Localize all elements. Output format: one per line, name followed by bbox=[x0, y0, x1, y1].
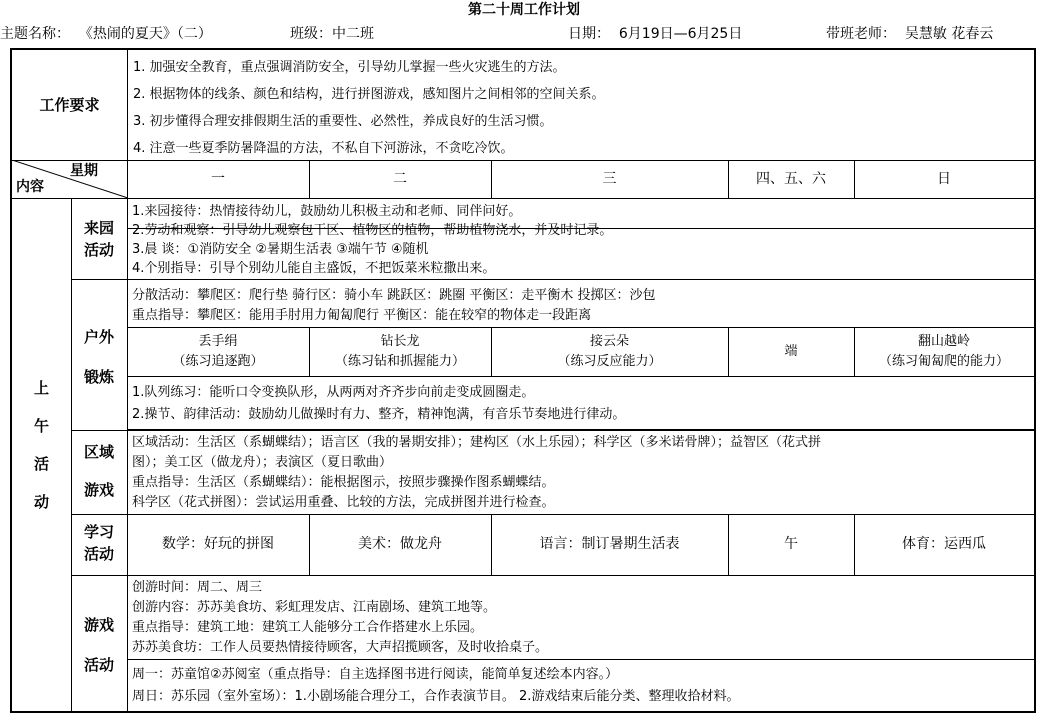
arrival-line: 4.个别指导：引导个别幼儿能自主盛饭，不把饭菜米粒撒出来。 bbox=[132, 261, 496, 276]
date-range: 日期： 6月19日—6月25日 bbox=[568, 26, 743, 42]
arrival-label-1: 来园 bbox=[83, 219, 114, 237]
outdoor-game-title: 翻山越岭 bbox=[917, 334, 970, 349]
requirement-item: 2. 根据物体的线条、颜色和结构，进行拼图游戏，感知图片之间相邻的空间关系。 bbox=[133, 87, 605, 102]
outdoor-game-title: 钻长龙 bbox=[380, 334, 420, 349]
morning-label-4: 动 bbox=[33, 493, 49, 511]
game-line: 周一：苏童馆②苏阅室（重点指导：自主选择图书进行阅读，能简单复述绘本内容。） bbox=[132, 667, 619, 682]
game-line: 重点指导：建筑工地：建筑工人能够分工合作搭建水上乐园。 bbox=[132, 620, 484, 635]
outdoor-game-note: （练习追逐跑） bbox=[172, 354, 264, 369]
arrival-label-2: 活动 bbox=[83, 241, 114, 259]
area-line: 科学区（花式拼图）：尝试运用重叠、比较的方法，完成拼图并进行检查。 bbox=[132, 495, 555, 510]
requirement-item: 3. 初步懂得合理安排假期生活的重要性、必然性，养成良好的生活习惯。 bbox=[133, 114, 553, 129]
study-cell: 午 bbox=[784, 536, 798, 552]
morning-label-1: 上 bbox=[33, 379, 49, 397]
day-col-5: 日 bbox=[937, 171, 951, 187]
game-line: 苏苏美食坊：工作人员要热情接待顾客，大声招揽顾客，及时收拾桌子。 bbox=[132, 640, 549, 655]
area-label-1: 区域 bbox=[83, 443, 114, 461]
day-col-4: 四、五、六 bbox=[756, 171, 826, 187]
morning-label-3: 活 bbox=[33, 455, 49, 473]
arrival-line: 2.劳动和观察：引导幼儿观察包干区、植物区的植物，帮助植物浇水，并及时记录。 bbox=[132, 223, 613, 238]
study-cell: 语言：制订暑期生活表 bbox=[539, 536, 680, 552]
outdoor-label-1: 户外 bbox=[83, 328, 114, 346]
game-label-1: 游戏 bbox=[83, 616, 114, 634]
day-col-2: 二 bbox=[393, 171, 407, 187]
study-label-1: 学习 bbox=[83, 523, 114, 541]
teachers: 带班老师： 吴慧敏 花春云 bbox=[826, 26, 994, 42]
area-line: 重点指导：生活区（系蝴蝶结）：能根据图示，按照步骤操作图系蝴蝶结。 bbox=[132, 475, 555, 490]
content-header: 内容 bbox=[16, 179, 44, 195]
outdoor-game-note: （练习匍匐爬的能力） bbox=[878, 354, 1009, 369]
outdoor-game-title: 丢手绢 bbox=[198, 334, 238, 349]
requirement-item: 1. 加强安全教育，重点强调消防安全，引导幼儿掌握一些火灾逃生的方法。 bbox=[133, 60, 566, 75]
day-col-1: 一 bbox=[211, 171, 225, 187]
day-col-3: 三 bbox=[602, 171, 617, 187]
arrival-line: 1.来园接待：热情接待幼儿，鼓励幼儿积极主动和老师、同伴问好。 bbox=[132, 204, 522, 219]
study-cell: 美术：做龙舟 bbox=[358, 536, 442, 552]
study-cell: 体育：运西瓜 bbox=[902, 536, 986, 552]
class-name: 班级：中二班 bbox=[290, 26, 374, 42]
area-line: 图）；美工区（做龙舟）；表演区（夏日歌曲） bbox=[132, 455, 393, 470]
game-line: 创游内容：苏苏美食坊、彩虹理发店、江南剧场、建筑工地等。 bbox=[132, 600, 497, 615]
outdoor-game-title: 端 bbox=[784, 344, 798, 359]
game-label-2: 活动 bbox=[83, 656, 114, 674]
outdoor-line: 2.操节、韵律活动：鼓励幼儿做操时有力、整齐，精神饱满，有音乐节奏地进行律动。 bbox=[132, 407, 626, 422]
area-label-2: 游戏 bbox=[83, 481, 114, 499]
requirement-item: 4. 注意一些夏季防暑降温的方法，不私自下河游泳，不贪吃冷饮。 bbox=[133, 141, 514, 156]
plan-table bbox=[10, 48, 1036, 713]
area-line: 区域活动：生活区（系蝴蝶结）；语言区（我的暑期安排）；建构区（水上乐园）；科学区（多米诺骨牌）；益智区（花式拼 bbox=[132, 435, 822, 450]
outdoor-game-title: 接云朵 bbox=[589, 334, 629, 349]
game-line: 创游时间：周二、周三 bbox=[132, 580, 263, 595]
outdoor-game-note: （练习钻和抓握能力） bbox=[334, 354, 465, 369]
outdoor-line: 分散活动：攀爬区：爬行垫 骑行区：骑小车 跳跃区：跳圈 平衡区：走平衡木 投掷区：沙包 bbox=[132, 288, 656, 303]
outdoor-line: 1.队列练习：能听口令变换队形，从两两对齐齐步向前走变成圆圈走。 bbox=[132, 385, 535, 400]
study-cell: 数学：好玩的拼图 bbox=[162, 536, 274, 552]
requirements-label: 工作要求 bbox=[39, 96, 100, 114]
arrival-line: 3.晨 谈：①消防安全 ②暑期生活表 ③端午节 ④随机 bbox=[132, 242, 429, 257]
study-label-2: 活动 bbox=[83, 545, 114, 563]
morning-label-2: 午 bbox=[33, 417, 49, 435]
outdoor-line: 重点指导：攀爬区：能用手肘用力匍匐爬行 平衡区：能在较窄的物体走一段距离 bbox=[132, 308, 592, 323]
document-title: 第二十周工作计划 bbox=[468, 2, 580, 18]
theme-name: 主题名称： 《热闹的夏天》（二） bbox=[0, 26, 212, 42]
outdoor-game-note: （练习反应能力） bbox=[557, 354, 662, 369]
outdoor-label-2: 锻炼 bbox=[83, 368, 114, 386]
game-line: 周日：苏乐园（室外室场）：1.小剧场能合理分工，合作表演节目。 2.游戏结束后能分类、整理收拾材料。 bbox=[132, 689, 740, 704]
weekday-header: 星期 bbox=[70, 163, 98, 179]
